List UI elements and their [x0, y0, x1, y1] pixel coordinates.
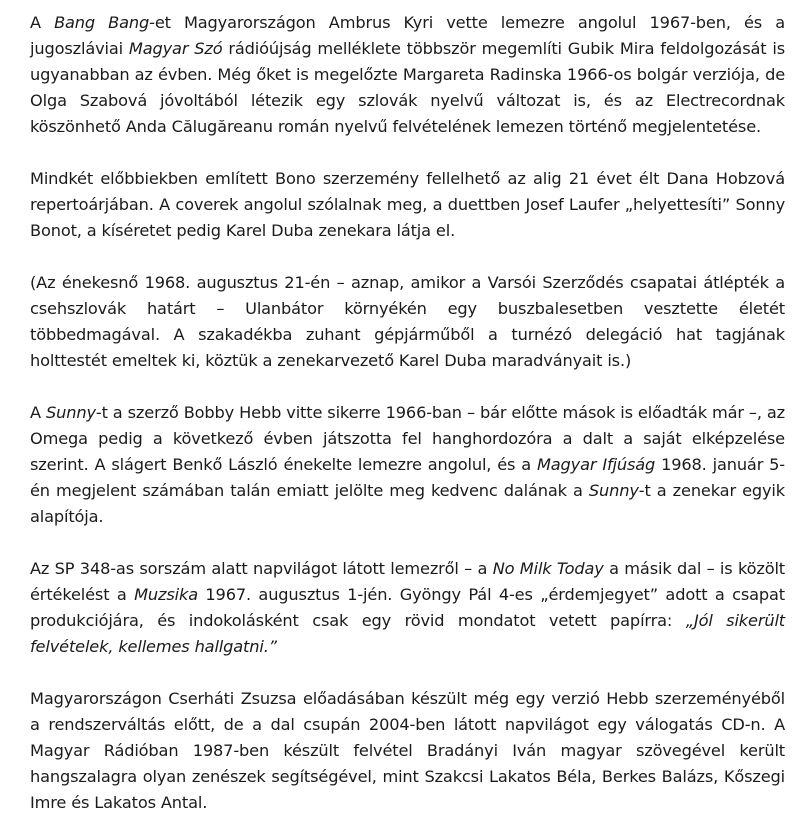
title-no-milk-today: No Milk Today [492, 559, 604, 578]
title-magyar-szo: Magyar Szó [128, 39, 223, 58]
text-run: rádióújság melléklete többször megemlíti Gubik Mira feldolgozását is ugyanabban az évben. Még őket is megelőzte Margareta Radinska 1966-os bolgár verziója, de Olga Szabová jóvoltából létezik egy szlovák nyelvű változat is, és az Electrecordnak köszönhető Anda Călugăreanu román nyelvű felvételének lemezen történő megjelentetése. [30, 39, 785, 136]
text-run: Magyarországon Cserháti Zsuzsa előadásában készült még egy verzió Hebb szerzeményéből a rendszerváltás előtt, de a dal csupán 2004-ben látott napvilágot egy válogatás CD-n. A Magyar Rádióban 1987-ben készült felvétel Bradányi Iván magyar szövegével került hangszalagra olyan zenészek segítségével, mint Szakcsi Lakatos Béla, Berkes Balázs, Kőszegi Imre és Lakatos Antal. [30, 689, 785, 812]
text-run: Mindkét előbbiekben említett Bono szerzemény fellelhető az alig 21 évet élt Dana Hobzová repertoárjában. A coverek angolul szólalnak meg, a duettben Josef Laufer „helyettesíti” Sonny Bonot, a kíséretet pedig Karel Duba zenekara látja el. [30, 169, 785, 240]
paragraph-accident-note [30, 270, 785, 374]
title-sunny: Sunny [588, 481, 639, 500]
text-run: 1968. január 5-én megjelent számában talán emiatt jelölte meg kedvenc dalának a [30, 455, 785, 500]
text-run: A [30, 403, 46, 422]
text-run: (Az énekesnő 1968. augusztus 21-én – aznap, amikor a Varsói Szerződés csapatai átlépték a csehszlovák határt – Ulanbátor környékén egy buszbalesetben vesztette életét többedmagával. A szakadékba zuhant gépjárműből a turnézó delegáció hat tagjának holttestét emeltek ki, köztük a zenekarvezető Karel Duba maradványait is.) [30, 273, 785, 370]
text-run: a másik dal – is közölt értékelést a [30, 559, 785, 604]
text-run: -t a szerző Bobby Hebb vitte sikerre 1966-ban – bár előtte mások is előadták már –, az Omega pedig a következő évben játszotta fel hanghordozóra a dalt a saját elképzelése szerint. A slágert Benkő László énekelte lemezre angolul, és a [30, 403, 786, 474]
text-run: -et Magyarországon Ambrus Kyri vette lemezre angolul 1967-ben, és a jugoszláviai [30, 13, 785, 58]
paragraph-bang-bang [30, 10, 785, 140]
text-run: A [30, 13, 55, 32]
title-magyar-ifjusag: Magyar Ifjúság [536, 455, 656, 474]
paragraph-dana-hobzova [30, 166, 785, 244]
title-sunny: Sunny [45, 403, 96, 422]
text-run: -t a zenekar egyik alapítója. [30, 481, 786, 526]
title-bang-bang: Bang Bang [54, 13, 150, 32]
text-run: Az SP 348-as sorszám alatt napvilágot látott lemezről – a [30, 559, 493, 578]
paragraph-sp-348 [30, 556, 785, 660]
title-muzsika: Muzsika [134, 585, 198, 604]
paragraph-sunny [30, 400, 785, 530]
review-quote: „Jól sikerült felvételek, kellemes hallgatni.” [30, 611, 785, 656]
text-run: 1967. augusztus 1-jén. Gyöngy Pál 4-es „érdemjegyet” adott a csapat produkciójára, és indokolásként csak egy rövid mondatot vetett papírra: [30, 585, 785, 630]
paragraph-cserhati [30, 686, 785, 816]
